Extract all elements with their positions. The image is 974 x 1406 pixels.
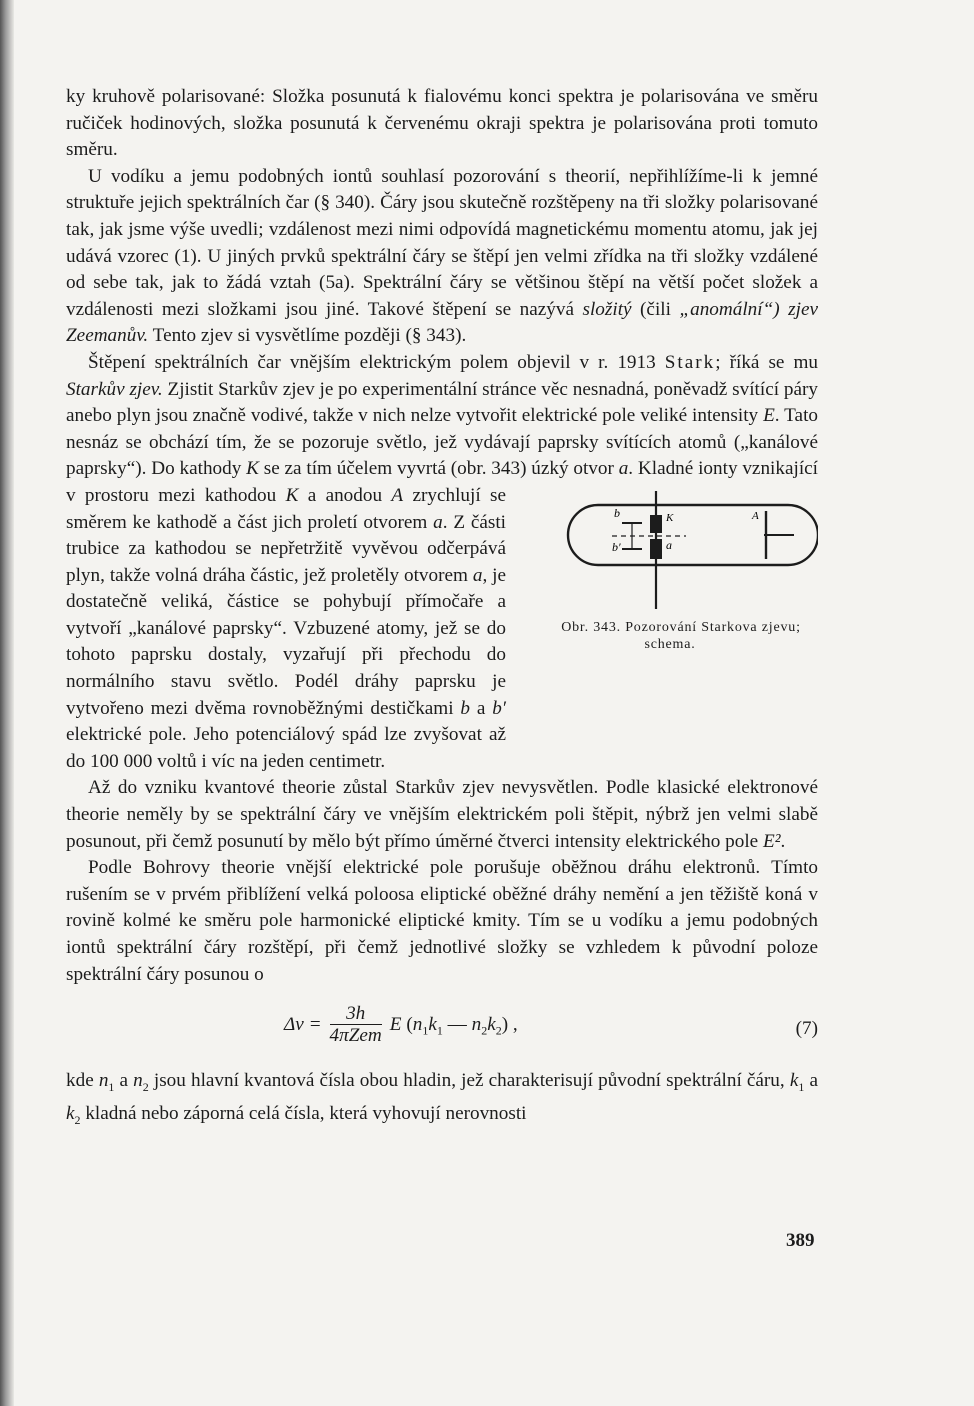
paragraph-6 xyxy=(66,1068,818,1133)
eq-fraction xyxy=(330,1004,382,1047)
math-var: b xyxy=(460,697,470,719)
text-run: U vodíku a jemu podobných iontů souhlasí pozorování s theorií, nepřihlížíme-li k jemné struktuře jejich spektrálních čar (§ 340). Čáry jsou skutečně rozštěpeny na tři složky polarisované tak, jak jsme výše uvedli; vzdálenost mezi nimi odpovídá magnetickému momentu atomu, jak jej udává vzorec (1). U jiných prvků spektrální čáry se štěpí jen velmi zřídka na tři složky vzdálené od sebe tak, jak to žádá vztah (5a). Spektrální čáry se většinou štěpí na větší počet složek a vzdálenosti mezi složkami jsou jiné. Takové štěpení se nazývá xyxy=(66,165,818,320)
cathode-upper xyxy=(650,515,662,533)
paragraph-1: ky kruhově polarisované: Složka posunutá k fialovému konci spektra je polarisována ve směru ručiček hodinových, složka posunutá k červenému okraji spektra je polarisována proti tomuto směru. xyxy=(66,86,818,161)
eq-sub: 1 xyxy=(436,1023,443,1038)
text-run: jsou hlavní kvantová čísla obou hladin, jež charakterisují původní spektrální čáru, xyxy=(148,1070,790,1092)
math-var: k xyxy=(66,1102,75,1124)
eq-lhs: Δν = xyxy=(284,1014,322,1036)
label-b: b xyxy=(614,505,620,520)
text-run: a anodou xyxy=(298,484,392,506)
text-run: , je dostatečně veliká, částice se pohybují přímočaře a vytvoří „kanálové paprsky“. Vzbuzené atomy, jež se do tohoto paprsku dostaly, vyzařují při přechodu do normálního stavu světlo. Podél dráhy paprsku je vytvořeno mezi dvěma rovnoběžnými destičkami xyxy=(66,564,506,719)
italic-term: Starkův zjev. xyxy=(66,378,163,400)
paragraph-3 xyxy=(66,350,818,776)
page-body xyxy=(66,84,818,1133)
text-run: a xyxy=(470,697,493,719)
italic-term: „anomální“) zjev Zeemanův. xyxy=(66,298,819,347)
eq-n2: n xyxy=(471,1014,482,1036)
text-run: kladná nebo záporná celá čísla, která vyhovují nerovnosti xyxy=(80,1102,527,1124)
math-var: K xyxy=(285,484,299,506)
text-run: elektrické pole. Jeho potenciálový spád lze zvyšovat až do 100 000 voltů i víc na jeden centimetr. xyxy=(66,724,506,772)
text-run: Zjistit Starkův zjev je po experimentální stránce věc nesnadná, poněvadž svítící páry anebo plyn jsou značně vodivé, takže v nich nelze vytvořit elektrické pole veliké intensity xyxy=(66,378,818,427)
math-var: a xyxy=(618,458,629,480)
text-run: . xyxy=(780,830,786,852)
text-run: a xyxy=(804,1070,818,1092)
math-sub: 2 xyxy=(74,1112,81,1127)
math-var: k xyxy=(789,1070,799,1092)
eq-n1: n xyxy=(412,1014,423,1036)
starkeffect-tube-diagram xyxy=(538,487,818,613)
text-run: Štěpení spektrálních čar vnějším elektrickým polem objevil v r. 1913 xyxy=(88,351,665,373)
math-var: n xyxy=(98,1070,109,1092)
eq-k2: k xyxy=(487,1014,496,1036)
text-run: . Tato nesnáz se obchází tím, že se pozoruje světlo, jež vydávají paprsky svítících atomů („kanálové paprsky“). Do kathody xyxy=(66,405,818,480)
text-run: a xyxy=(114,1070,134,1092)
text-run: zrychlují se směrem ke kathodě a část jich proletí otvorem xyxy=(66,484,506,533)
text-run: Tento zjev si vysvětlíme později (§ 343). xyxy=(148,325,467,347)
label-K: K xyxy=(666,511,674,524)
text-run: ; říká se mu xyxy=(715,351,818,373)
label-A: A xyxy=(752,509,759,522)
equation-number: (7) xyxy=(795,1018,818,1040)
text-run: . Kladné ionty vznikající v prostoru mezi kathodou xyxy=(66,458,818,506)
math-sub: 2 xyxy=(142,1080,149,1095)
eq-numerator: 3h xyxy=(330,1004,382,1025)
paragraph-5: Podle Bohrovy theorie vnější elektrické pole porušuje obĕžnou dráhu elektronů. Tímto rušením se v prvém přiblížení velká poloosa eliptické oběžné dráhy nemění a jen těžiště koná v rovině kolmé ke směru pole harmonické eliptické kmity. Tím se u vodíku a jemu podobných iontů spektrální čáry rozštěpí, při čemž jednotlivé složky se vzhledem k původní poloze spektrální čáry posunou o xyxy=(66,857,818,985)
math-var: b′ xyxy=(492,697,506,719)
equation-body xyxy=(284,1004,518,1047)
text-run: (čili xyxy=(631,298,680,320)
text-run: . Z části trubice za kathodou se nepřetržitě vyvěvou odčerpává plyn, takže volná dráha částic, jež proletěly otvorem xyxy=(66,511,506,586)
eq-paren-close: ) , xyxy=(501,1014,518,1036)
equation-7 xyxy=(66,994,818,1054)
italic-term: složitý xyxy=(582,298,632,320)
eq-paren-open: ( xyxy=(406,1014,413,1036)
paragraph-2 xyxy=(66,164,818,350)
figure-caption: Obr. 343. Pozorování Starkova zjevu; schema. xyxy=(561,619,801,652)
eq-sub: 1 xyxy=(422,1023,429,1038)
text-run: se za tím účelem vyvrtá (obr. 343) úzký otvor xyxy=(258,458,619,480)
eq-minus: — xyxy=(447,1014,467,1036)
spaced-name: Stark xyxy=(664,351,716,373)
eq-denominator: 4πZem xyxy=(329,1025,382,1047)
text-run: Až do vzniku kvantové theorie zůstal Starkův zjev nevysvětlen. Podle klasické elektronové theorie neměly by se spektrální čáry ve vnějším elektrickém poli štěpit, nýbrž jen velmi slabě posunout, při čemž posunutí by mělo být přímo úměrné čtverci intensity elektrického pole xyxy=(66,777,818,852)
eq-sub: 2 xyxy=(495,1023,502,1038)
cathode-lower xyxy=(650,539,662,559)
math-var: K xyxy=(246,458,259,480)
math-var: E xyxy=(763,405,775,427)
page-edge-shadow xyxy=(0,0,14,1406)
math-sub: 1 xyxy=(798,1080,805,1095)
eq-k1: k xyxy=(428,1014,437,1036)
math-var: a xyxy=(433,511,443,533)
math-var: n xyxy=(133,1070,143,1092)
paragraph-4 xyxy=(66,775,818,855)
eq-E: E xyxy=(389,1014,402,1036)
label-b-prime: b′ xyxy=(612,539,621,554)
math-sub: 1 xyxy=(108,1080,115,1095)
text-run: kde xyxy=(66,1070,99,1092)
math-var: A xyxy=(391,484,404,506)
eq-sub: 2 xyxy=(481,1023,488,1038)
label-a: a xyxy=(666,537,672,552)
figure-343 xyxy=(522,487,818,737)
math-var: a xyxy=(472,564,483,586)
math-var: E² xyxy=(762,830,781,852)
page-number: 389 xyxy=(786,1230,815,1251)
